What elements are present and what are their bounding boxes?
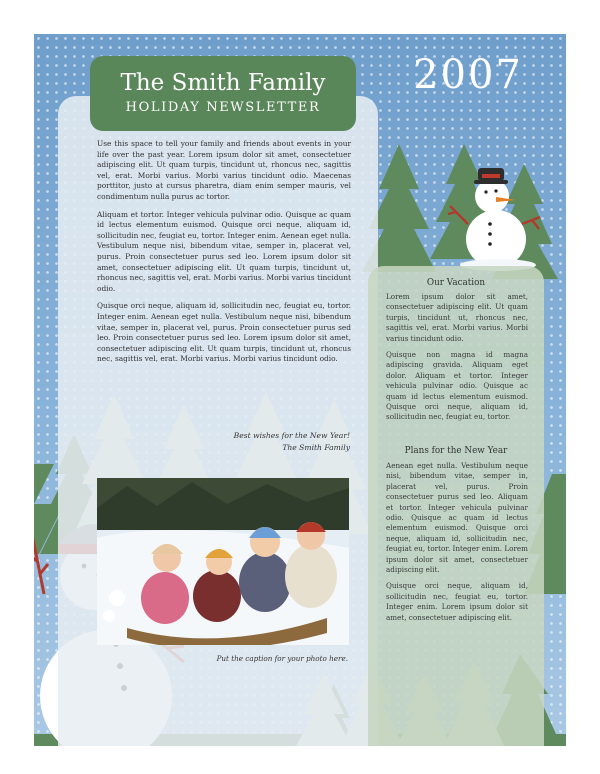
photo-caption: Put the caption for your photo here. [216,654,348,663]
vacation-article [386,292,528,429]
family-photo [97,478,349,645]
newsletter-title-box [90,56,356,131]
plans-paragraph: Quisque orci neque, aliquam id, sollicitudin nec, feugiat eu, tortor. Integer enim. Lorem ipsum dolor sit amet, consectetuer adipiscing elit. [386,581,528,622]
family-sledding-photo [97,478,349,645]
page-title: The Smith Family [120,70,326,96]
main-article [97,139,351,372]
plans-heading: Plans for the New Year [404,446,508,456]
article-paragraph: Aliquam et tortor. Integer vehicula pulvinar odio. Quisque ac quam id lectus elementum euismod. Quisque orci neque, aliquam id, sollicitudin nec, feugiat eu, tortor. Integer enim. Aenean eget nulla. Vestibulum neque nisi, bibendum vitae, semper in, placerat vel, purus. Proin consectetuer purus sed leo. Lorem ipsum dolor sit amet, consectetuer adipiscing elit. Ut quam turpis, tincidunt ut, rhoncus nec, sagittis vel, erat. Morbi varius. Morbi varius tincidunt odio. [97,209,351,293]
newsletter-year: 2007 [413,52,523,98]
plans-article [386,461,528,629]
sidebar-panel [368,266,544,746]
signoff-greeting: Best wishes for the New Year! [233,431,350,440]
page-subtitle: HOLIDAY NEWSLETTER [125,100,321,115]
article-paragraph: Quisque orci neque, aliquam id, sollicitudin nec, feugiat eu, tortor. Integer enim. Aenean eget nulla. Vestibulum neque nisi, bibendum vitae, semper in, placerat vel, purus. Proin consectetuer purus sed leo. Proin consectetuer purus sed leo. Lorem ipsum dolor sit amet, consectetuer adipiscing elit. Ut quam turpis, tincidunt ut, rhoncus nec, sagittis vel, erat. Morbi varius. Morbi varius tincidunt odio. [97,301,351,364]
vacation-heading: Our Vacation [426,278,486,288]
article-paragraph: Use this space to tell your family and friends about events in your life over the past year. Lorem ipsum dolor sit amet, consectetuer adipiscing elit. Ut quam turpis, tincidunt ut, rhoncus nec, sagittis vel, erat. Morbi varius. Morbi varius tincidunt odio. Maecenas porttitor, justo at cursus pharetra, diam enim semper mauris, vel condimentum nulla purus ac tortor. [97,139,351,201]
signoff-signature: The Smith Family [282,443,350,452]
plans-paragraph: Aenean eget nulla. Vestibulum neque nisi, bibendum vitae, semper in, placerat vel, purus. Proin consectetuer purus sed leo. Aliquam et tortor. Integer vehicula pulvinar odio. Quisque ac quam id lectus elementum euismod. Quisque orci neque, aliquam id, sollicitudin nec, feugiat eu, tortor. Integer enim. Lorem ipsum dolor sit amet, consectetuer adipiscing elit. [386,461,528,575]
vacation-paragraph: Lorem ipsum dolor sit amet, consectetuer adipiscing elit. Ut quam turpis, tincidunt ut, rhoncus nec, sagittis vel, erat. Morbi varius. Morbi varius tincidunt odio. [386,292,528,343]
vacation-paragraph: Quisque non magna id magna adipiscing gravida. Aliquam eget dolor. Aliquam et tortor. Integer vehicula pulvinar odio. Quisque ac quam id lectus elementum euismod. Quisque orci neque, aliquam id, sollicitudin nec, feugiat eu, tortor. [386,350,528,422]
newsletter-page [34,34,566,746]
signoff [184,430,350,454]
